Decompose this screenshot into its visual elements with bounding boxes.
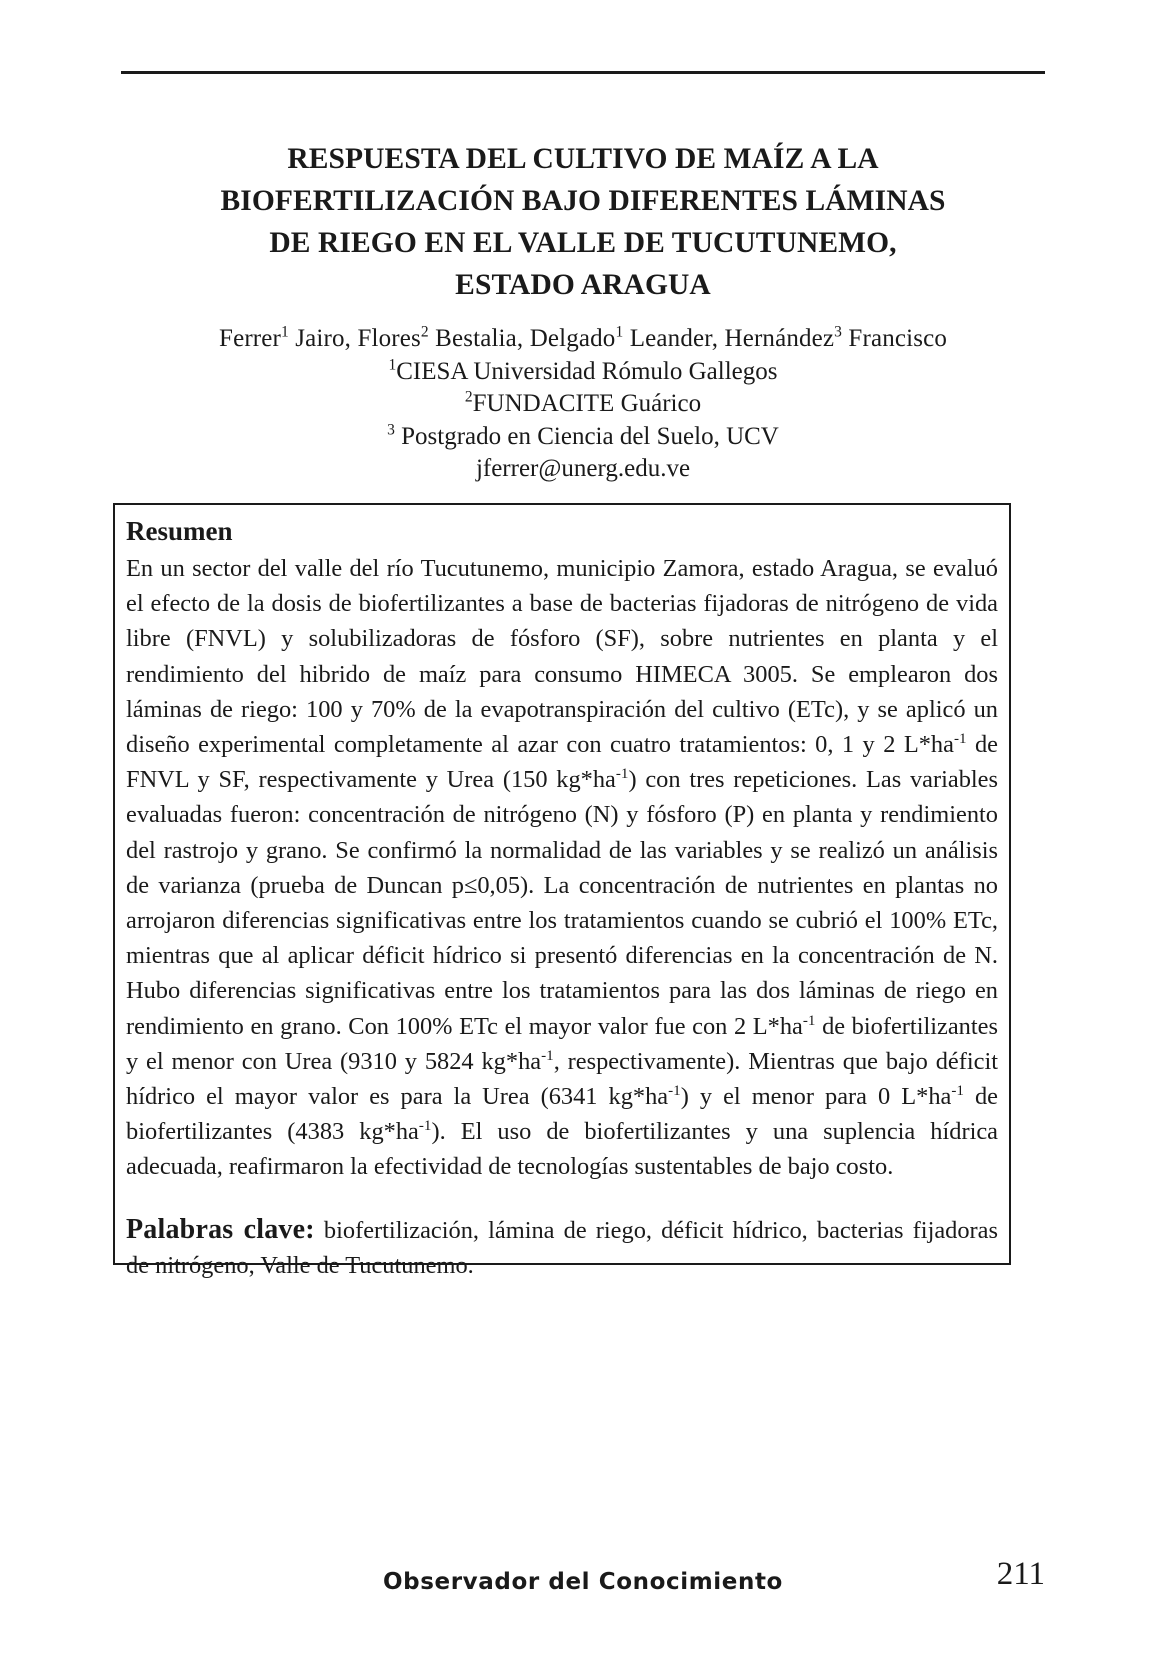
affiliation-1 <box>128 356 1038 389</box>
affiliation-text: Postgrado en Ciencia del Suelo, UCV <box>394 422 779 450</box>
unit-exponent: -1 <box>953 730 967 747</box>
header-rule <box>121 71 1045 74</box>
keywords-paragraph <box>126 1212 998 1283</box>
author-name: Flores <box>357 325 421 352</box>
keywords-list: biofertilización, lámina de riego, déficit hídrico, bacterias fijadoras de nitrógeno, Valle de Tucutunemo. <box>126 1216 998 1279</box>
author-name: Ferrer <box>219 325 281 352</box>
page-title-line-3: DE RIEGO EN EL VALLE DE TUCUTUNEMO, <box>269 227 897 259</box>
abstract-content <box>126 514 998 1307</box>
unit-exponent: -1 <box>541 1047 554 1064</box>
unit-exponent: -1 <box>951 1082 964 1099</box>
author-given-name: Bestalia, <box>428 325 530 352</box>
corresponding-email[interactable]: jferrer@unerg.edu.ve <box>475 455 691 482</box>
author-affiliation-marker: 2 <box>420 323 429 341</box>
author-block <box>128 323 1038 486</box>
affiliation-marker: 1 <box>388 356 397 374</box>
unit-exponent: -1 <box>802 1012 816 1029</box>
author-affiliation-marker: 1 <box>281 323 289 341</box>
affiliation-text: CIESA Universidad Rómulo Gallegos <box>396 357 778 385</box>
affiliation-marker: 3 <box>387 421 395 439</box>
author-given-name: Leander, <box>623 325 725 352</box>
affiliation-text: FUNDACITE Guárico <box>472 390 702 417</box>
author-given-name: Jairo, <box>288 325 358 352</box>
author-affiliation-marker: 3 <box>834 323 843 341</box>
affiliation-3 <box>128 421 1038 454</box>
author-given-name: Francisco <box>842 325 947 352</box>
abstract-heading: Resumen <box>126 516 233 546</box>
unit-exponent: -1 <box>615 766 629 783</box>
unit-exponent: -1 <box>418 1118 432 1135</box>
abstract-text: En un sector del valle del río Tucutunemo, municipio Zamora, estado Aragua, se evaluó el efecto de la dosis de biofertilizantes a base de bacterias fijadoras de nitrógeno de vida libre (FNVL) y solubilizadoras de fósforo (SF), sobre nutrientes en planta y el rendimiento del hibrido de maíz para consumo HIMECA 3005. Se emplearon dos láminas de riego: 100 y 70% de la evapotranspiración del cultivo (ETc), y se aplicó un diseño experimental completamente al azar con cuatro tratamientos: 0, 1 y 2 $L*ha^{-1}$ de FNVL y SF, respectivamente y Urea (150 $kg*ha^{-1}$) con tres repeticiones. Las variables evaluadas fueron: concentración de nitrógeno (N) y fósforo (P) en planta y rendimiento del rastrojo y grano. Se confirmó la normalidad de las variables y se realizó un análisis de varianza (prueba de Duncan p≤0,05). La concentración de nutrientes en plantas no arrojaron diferencias significativas entre los tratamientos cuando se cubrió el 100% ETc, mientras que al aplicar déficit hídrico si presentó diferencias en la concentración de N. Hubo diferencias significativas entre los tratamientos para las dos láminas de riego en rendimiento en grano. Con 100% ETc el mayor valor fue con 2 $L*ha^{-1}$ de biofertilizantes y el menor con Urea (9310 y 5824 $kg*ha^{-1}$, respectivamente). Mientras que bajo déficit hídrico el mayor valor es para la Urea (6341 $kg*ha^{-1}$) y el menor para 0 $L*ha^{-1}$ de biofertilizantes (4383 $kg*ha^{-1}$). El uso de biofertilizantes y una suplencia hídrica adecuada, reafirmaron la efectividad de tecnologías sustentables de bajo costo. <box>126 555 998 1181</box>
author-name: Delgado <box>529 325 616 352</box>
footer-page-number: 211 <box>996 1556 1045 1592</box>
footer-journal-name: Observador del Conocimiento <box>383 1569 783 1595</box>
affiliation-marker: 2 <box>464 388 473 406</box>
page-title-line-1: RESPUESTA DEL CULTIVO DE MAÍZ A LA <box>287 143 879 175</box>
author-name: Hernández <box>724 325 835 352</box>
author-byline <box>128 323 1038 356</box>
page-title-line-4: ESTADO ARAGUA <box>455 269 711 301</box>
page-title <box>128 138 1038 306</box>
affiliation-2 <box>128 388 1038 421</box>
keywords-label: Palabras clave: <box>126 1213 315 1245</box>
unit-exponent: -1 <box>668 1082 681 1099</box>
page-title-line-2: BIOFERTILIZACIÓN BAJO DIFERENTES LÁMINAS <box>220 185 946 217</box>
author-affiliation-marker: 1 <box>615 323 624 341</box>
